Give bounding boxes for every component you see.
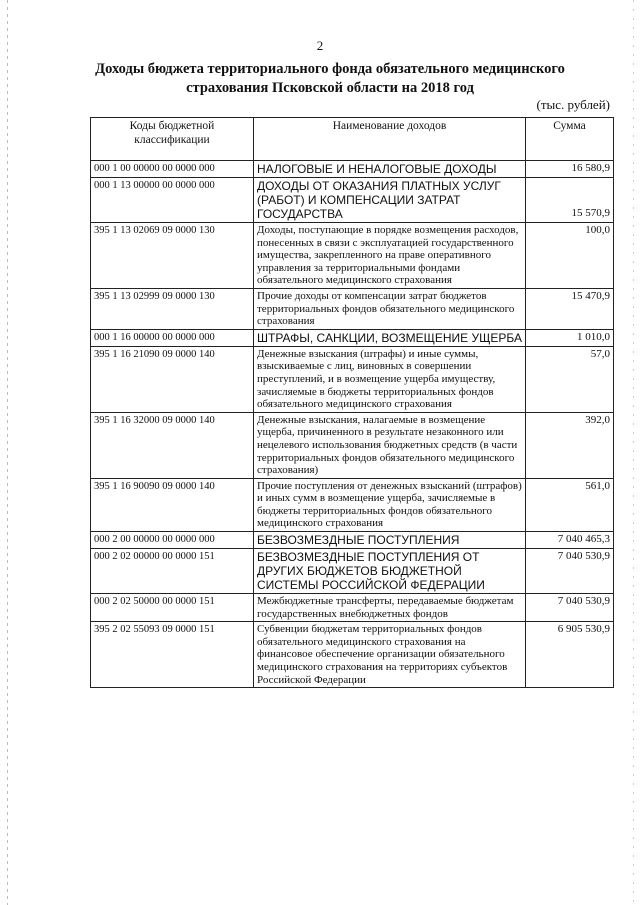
table-row — [91, 532, 614, 549]
row-sum: 15 470,9 — [526, 288, 614, 329]
table-row — [91, 223, 614, 289]
table-row — [91, 329, 614, 346]
row-name: БЕЗВОЗМЕЗДНЫЕ ПОСТУПЛЕНИЯ ОТ ДРУГИХ БЮДЖЕТОВ БЮДЖЕТНОЙ СИСТЕМЫ РОССИЙСКОЙ ФЕДЕРАЦИИ — [254, 549, 526, 594]
table-body — [91, 161, 614, 688]
row-sum: 1 010,0 — [526, 329, 614, 346]
table-row — [91, 622, 614, 688]
row-name: Денежные взыскания, налагаемые в возмещение ущерба, причиненного в результате незаконного или нецелевого использования бюджетных средств (в части территориальных фондов обязательного медицинского страхования) — [254, 412, 526, 478]
row-code: 000 1 00 00000 00 0000 000 — [91, 161, 254, 178]
row-name: Прочие поступления от денежных взысканий (штрафов) и иных сумм в возмещение ущерба, зачисляемые в бюджеты территориальных фондов обязательного медицинского страхования — [254, 478, 526, 531]
units-label: (тыс. рублей) — [536, 97, 610, 112]
row-sum: 15 570,9 — [526, 178, 614, 223]
row-code: 000 2 02 50000 00 0000 151 — [91, 594, 254, 622]
row-name: БЕЗВОЗМЕЗДНЫЕ ПОСТУПЛЕНИЯ — [254, 532, 526, 549]
table-row — [91, 412, 614, 478]
table-row — [91, 178, 614, 223]
row-sum: 392,0 — [526, 412, 614, 478]
row-name: ШТРАФЫ, САНКЦИИ, ВОЗМЕЩЕНИЕ УЩЕРБА — [254, 329, 526, 346]
row-sum: 561,0 — [526, 478, 614, 531]
table-row — [91, 288, 614, 329]
row-name: Прочие доходы от компенсации затрат бюджетов территориальных фондов обязательного медицинского страхования — [254, 288, 526, 329]
row-code: 395 1 16 32000 09 0000 140 — [91, 412, 254, 478]
header-row — [91, 118, 614, 161]
row-name: Субвенции бюджетам территориальных фондов обязательного медицинского страхования на финансовое обеспечение организации обязательного медицинского страхования на территориях субъектов Российской Федерации — [254, 622, 526, 688]
row-code: 395 1 13 02999 09 0000 130 — [91, 288, 254, 329]
row-sum: 7 040 530,9 — [526, 594, 614, 622]
row-sum: 57,0 — [526, 346, 614, 412]
row-sum: 7 040 465,3 — [526, 532, 614, 549]
revenue-table — [90, 117, 614, 688]
table-row — [91, 594, 614, 622]
row-code: 000 1 13 00000 00 0000 000 — [91, 178, 254, 223]
row-code: 000 2 02 00000 00 0000 151 — [91, 549, 254, 594]
document-title — [90, 60, 570, 98]
row-name: НАЛОГОВЫЕ И НЕНАЛОГОВЫЕ ДОХОДЫ — [254, 161, 526, 178]
title-line-1: Доходы бюджета территориального фонда обязательного медицинского — [95, 61, 565, 77]
row-code: 395 1 16 90090 09 0000 140 — [91, 478, 254, 531]
row-code: 395 1 16 21090 09 0000 140 — [91, 346, 254, 412]
header-sum: Сумма — [526, 118, 614, 161]
header-code: Коды бюджетной классификации — [91, 118, 254, 161]
row-sum: 16 580,9 — [526, 161, 614, 178]
row-code: 395 1 13 02069 09 0000 130 — [91, 223, 254, 289]
header-name: Наименование доходов — [254, 118, 526, 161]
scan-edge-right — [633, 0, 634, 905]
row-code: 000 2 00 00000 00 0000 000 — [91, 532, 254, 549]
row-sum: 7 040 530,9 — [526, 549, 614, 594]
scan-edge-left — [7, 0, 8, 905]
table-row — [91, 478, 614, 531]
row-name: Межбюджетные трансферты, передаваемые бюджетам государственных внебюджетных фондов — [254, 594, 526, 622]
table-row — [91, 549, 614, 594]
row-sum: 100,0 — [526, 223, 614, 289]
row-name: ДОХОДЫ ОТ ОКАЗАНИЯ ПЛАТНЫХ УСЛУГ (РАБОТ) И КОМПЕНСАЦИИ ЗАТРАТ ГОСУДАРСТВА — [254, 178, 526, 223]
row-sum: 6 905 530,9 — [526, 622, 614, 688]
row-code: 000 1 16 00000 00 0000 000 — [91, 329, 254, 346]
row-name: Денежные взыскания (штрафы) и иные суммы, взыскиваемые с лиц, виновных в совершении преступлений, и в возмещение ущерба имуществу, зачисляемые в бюджеты территориальных фондов обязательного медицинского страхования — [254, 346, 526, 412]
title-line-2: страхования Псковской области на 2018 год — [186, 80, 474, 96]
table-row — [91, 161, 614, 178]
table-header — [91, 118, 614, 161]
page-number: 2 — [316, 38, 324, 53]
table-row — [91, 346, 614, 412]
row-name: Доходы, поступающие в порядке возмещения расходов, понесенных в связи с эксплуатацией государственного имущества, закрепленного на праве оперативного управления за территориальными фондами обязательного медицинского страхования — [254, 223, 526, 289]
row-code: 395 2 02 55093 09 0000 151 — [91, 622, 254, 688]
